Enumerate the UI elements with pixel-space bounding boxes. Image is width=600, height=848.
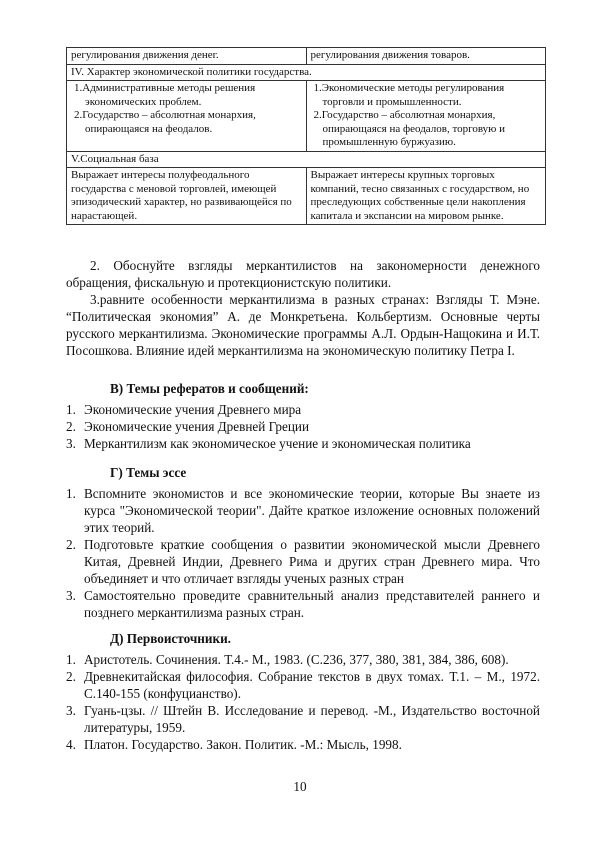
section-d-list: [66, 651, 540, 753]
section-b-heading: В) Темы рефератов и сообщений:: [110, 381, 309, 396]
cell-text: Выражает интересы полуфеодального государства с меновой торговлей, имеющей эпизодический характер, но развивающейся по нарастающей.: [71, 169, 292, 222]
table-cell: [306, 168, 546, 225]
list-text: Экономические учения Древней Греции: [84, 419, 310, 434]
section-g-heading: Г) Темы эссе: [110, 465, 187, 480]
table-cell: регулирования движения денег.: [67, 48, 307, 65]
list-item: [66, 536, 540, 587]
cell-item: 2.Государство – абсолютная монархия, опирающаяся на феодалов, торговую и промышленную буржуазию.: [313, 109, 506, 148]
section-v-title: V.Социальная база: [67, 151, 546, 168]
table-row: [67, 168, 546, 225]
list-text: Вспомните экономистов и все экономические теории, которые Вы знаете из курса "Экономической теории". Дайте краткое изложение основных положений этих теорий.: [84, 486, 540, 535]
list-text: Самостоятельно проведите сравнительный анализ представителей раннего и позднего меркантилизма разных стран.: [84, 588, 540, 620]
list-item: [66, 485, 540, 536]
list-item: [66, 587, 540, 621]
comparison-table: [66, 47, 546, 225]
section-iv-title: IV. Характер экономической политики государства.: [67, 64, 546, 81]
table-cell: [67, 81, 307, 152]
list-number: 2.: [66, 669, 76, 684]
list-text: Экономические учения Древнего мира: [84, 402, 302, 417]
list-number: 3.: [66, 588, 76, 603]
list-item: [66, 418, 540, 435]
section-b-list: [66, 401, 540, 452]
section-g-list: [66, 485, 540, 621]
task-2-paragraph: 2. Обоснуйте взгляды меркантилистов на закономерности денежного обращения, фискальную и протекционистскую политики.: [66, 258, 540, 290]
list-number: 4.: [66, 737, 76, 752]
table-row: [67, 48, 546, 65]
list-item: [66, 401, 540, 418]
list-item: [66, 668, 540, 702]
list-number: 3.: [66, 436, 76, 451]
list-number: 3.: [66, 703, 76, 718]
page-number: 10: [293, 779, 307, 794]
task-3-paragraph: 3.равните особенности меркантилизма в разных странах: Взгляды Т. Мэне. “Политическая экономия” А. де Монкретьена. Кольбертизм. Основные черты русского меркантилизма. Экономические программы А.Л. Ордын-Нащокина и И.Т. Посошкова. Влияние идей меркантилизма на экономическую политику Петра I.: [66, 292, 540, 358]
list-text: Гуань-цзы. // Штейн В. Исследование и перевод. -М., Издательство восточной литературы, 1959.: [84, 703, 540, 735]
list-number: 1.: [66, 486, 76, 501]
cell-item: 1.Административные методы решения экономических проблем.: [74, 82, 256, 108]
list-item: [66, 702, 540, 736]
list-number: 1.: [66, 402, 76, 417]
list-text: Подготовьте краткие сообщения о развитии экономической мысли Древнего Китая, Древней Индии, Древнего Рима и других стран Древнего мира. Что объединяет и что отличает взгляды ученых разных стран: [84, 537, 540, 586]
list-text: Меркантилизм как экономическое учение и экономическая политика: [84, 436, 471, 451]
table-cell: [67, 168, 307, 225]
table-section-row: [67, 151, 546, 168]
table-row: [67, 81, 546, 152]
cell-item: 1.Экономические методы регулирования торговли и промышленности.: [313, 82, 505, 108]
section-d-heading: Д) Первоисточники.: [110, 631, 231, 646]
list-text: Платон. Государство. Закон. Политик. -М.: Мысль, 1998.: [84, 737, 402, 752]
cell-text: Выражает интересы крупных торговых компаний, тесно связанных с государством, но преследующих собственные цели накопления капитала и экспансии на мировом рынке.: [310, 169, 530, 222]
list-number: 1.: [66, 652, 76, 667]
table-section-row: [67, 64, 546, 81]
cell-item: 2.Государство – абсолютная монархия, опирающаяся на феодалов.: [74, 109, 256, 135]
list-item: [66, 651, 540, 668]
list-text: Аристотель. Сочинения. Т.4.- М., 1983. (С.236, 377, 380, 381, 384, 386, 608).: [84, 652, 509, 667]
table-cell: [306, 81, 546, 152]
list-text: Древнекитайская философия. Собрание текстов в двух томах. Т.1. – М., 1972. С.140-155 (конфуцианство).: [84, 669, 540, 701]
table-cell: регулирования движения товаров.: [306, 48, 546, 65]
list-number: 2.: [66, 419, 76, 434]
list-number: 2.: [66, 537, 76, 552]
list-item: [66, 736, 540, 753]
list-item: [66, 435, 540, 452]
